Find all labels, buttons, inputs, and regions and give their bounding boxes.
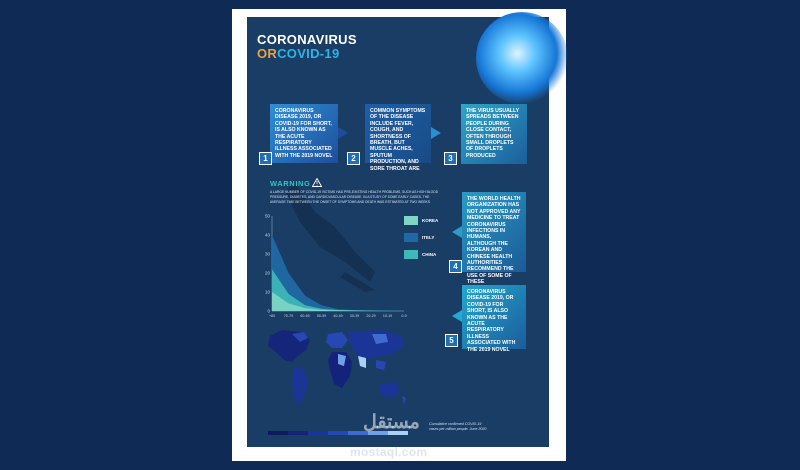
x-tick-label: 20-29 <box>366 314 376 318</box>
legend-swatch-itely <box>404 233 418 242</box>
x-tick-label: 50-59 <box>316 314 327 318</box>
age-area-chart <box>258 211 408 321</box>
y-tick-label: 0 <box>267 308 270 314</box>
step-2-text: COMMON SYMPTOMS OF THE DISEASE INCLUDE FEVER, COUGH, AND SHORTNESS OF BREATH, BUT MUSCLE ACHES, SPUTUM PRODUCTION, AND SORE THROAT ARE <box>370 108 426 172</box>
step-4-number: 4 <box>449 260 462 273</box>
scale-swatch <box>268 431 288 435</box>
step-5-text: CORONAVIRUS DISEASE 2019, OR COVID-19 FOR SHORT, IS ALSO KNOWN AS THE ACUTE RESPIRATORY ILLNESS ASSOCIATED WITH THE 2019 NOVEL <box>467 289 516 353</box>
x-tick-label: 30-39 <box>349 314 360 318</box>
virus-graphic <box>476 12 568 104</box>
legend-item <box>404 233 438 242</box>
step-5-arrow <box>452 310 462 322</box>
x-tick-label: 0-9 <box>401 314 407 318</box>
x-tick-label: +80 <box>268 314 276 318</box>
title-covid: COVID-19 <box>277 46 340 61</box>
title-or: OR <box>257 46 278 61</box>
x-tick-label: 60-69 <box>300 314 310 318</box>
step-4-text: THE WORLD HEALTH ORGANIZATION HAS NOT APPROVED ANY MEDICINE TO TREAT CORONAVIRUS INFECTIONS IN HUMANS, ALTHOUGH THE KOREAN AND CHINESE HEALTH AUTHORITIES RECOMMEND THE USE OF SOME OF THESE <box>467 196 521 286</box>
step-4-arrow <box>452 226 462 238</box>
x-tick-label: 40-49 <box>333 314 343 318</box>
title-line-coronavirus: CORONAVIRUS <box>257 32 357 47</box>
world-map <box>262 326 412 416</box>
watermark-arabic: مستقل <box>363 412 420 433</box>
chart-legend <box>404 216 438 267</box>
scale-swatch <box>328 431 348 435</box>
legend-label-korea: KOREA <box>422 218 439 223</box>
map-caption: Cumulative confirmed COVID-19 cases per million people. June 2020 <box>429 422 487 431</box>
step-2-number: 2 <box>347 152 360 165</box>
step-5-number: 5 <box>445 334 458 347</box>
x-tick-label: 10-19 <box>382 314 393 318</box>
warning-icon <box>312 178 322 187</box>
step-2-box <box>365 104 431 172</box>
x-tick-label: 70-79 <box>283 314 294 318</box>
watermark-latin: mostaql.com <box>350 445 428 459</box>
scale-swatch <box>308 431 328 435</box>
y-tick-label: 40 <box>264 232 270 238</box>
y-tick-label: 20 <box>264 270 270 276</box>
legend-label-china: CHINA <box>422 252 437 257</box>
y-tick-label: 30 <box>264 251 270 257</box>
warning-text: A LARGE NUMBER OF COVID-19 VICTIMS HAD PRE-EXISTING HEALTH PROBLEMS, SUCH AS HIGH BLOOD PRESSURE, DIABETES, AND CARDIOVASCULAR DISEASE. IN A STUDY OF SOME EARLY CASES, THE AVERAGE TIME BETWEEN THE ONSET OF SYMPTOMS AND DEATH WAS ESTIMATED AT TWO WEEKS <box>270 190 439 204</box>
step-4-box <box>462 192 526 286</box>
poster-title <box>257 33 357 61</box>
step-3-box <box>461 104 527 164</box>
step-5-box <box>462 285 526 353</box>
step-2-arrow <box>431 127 441 139</box>
legend-swatch-china <box>404 250 418 259</box>
y-tick-label: 10 <box>264 289 270 295</box>
legend-item <box>404 216 438 225</box>
y-tick-label: 50 <box>264 213 270 219</box>
step-1-box <box>270 104 338 163</box>
scale-swatch <box>288 431 308 435</box>
step-1-number: 1 <box>259 152 272 165</box>
step-3-number: 3 <box>444 152 457 165</box>
warning-title: WARNING <box>270 179 311 188</box>
legend-swatch-korea <box>404 216 418 225</box>
legend-item <box>404 250 438 259</box>
step-1-text: CORONAVIRUS DISEASE 2019, OR COVID-19 FOR SHORT, IS ALSO KNOWN AS THE ACUTE RESPIRATORY ILLNESS ASSOCIATED WITH THE 2019 NOVEL <box>275 108 333 159</box>
step-1-arrow <box>338 127 348 139</box>
step-3-text: THE VIRUS USUALLY SPREADS BETWEEN PEOPLE DURING CLOSE CONTACT, OFTEN THROUGH SMALL DROPLETS OF DROPLETS PRODUCED <box>466 108 520 159</box>
legend-label-itely: ITELY <box>422 235 435 240</box>
